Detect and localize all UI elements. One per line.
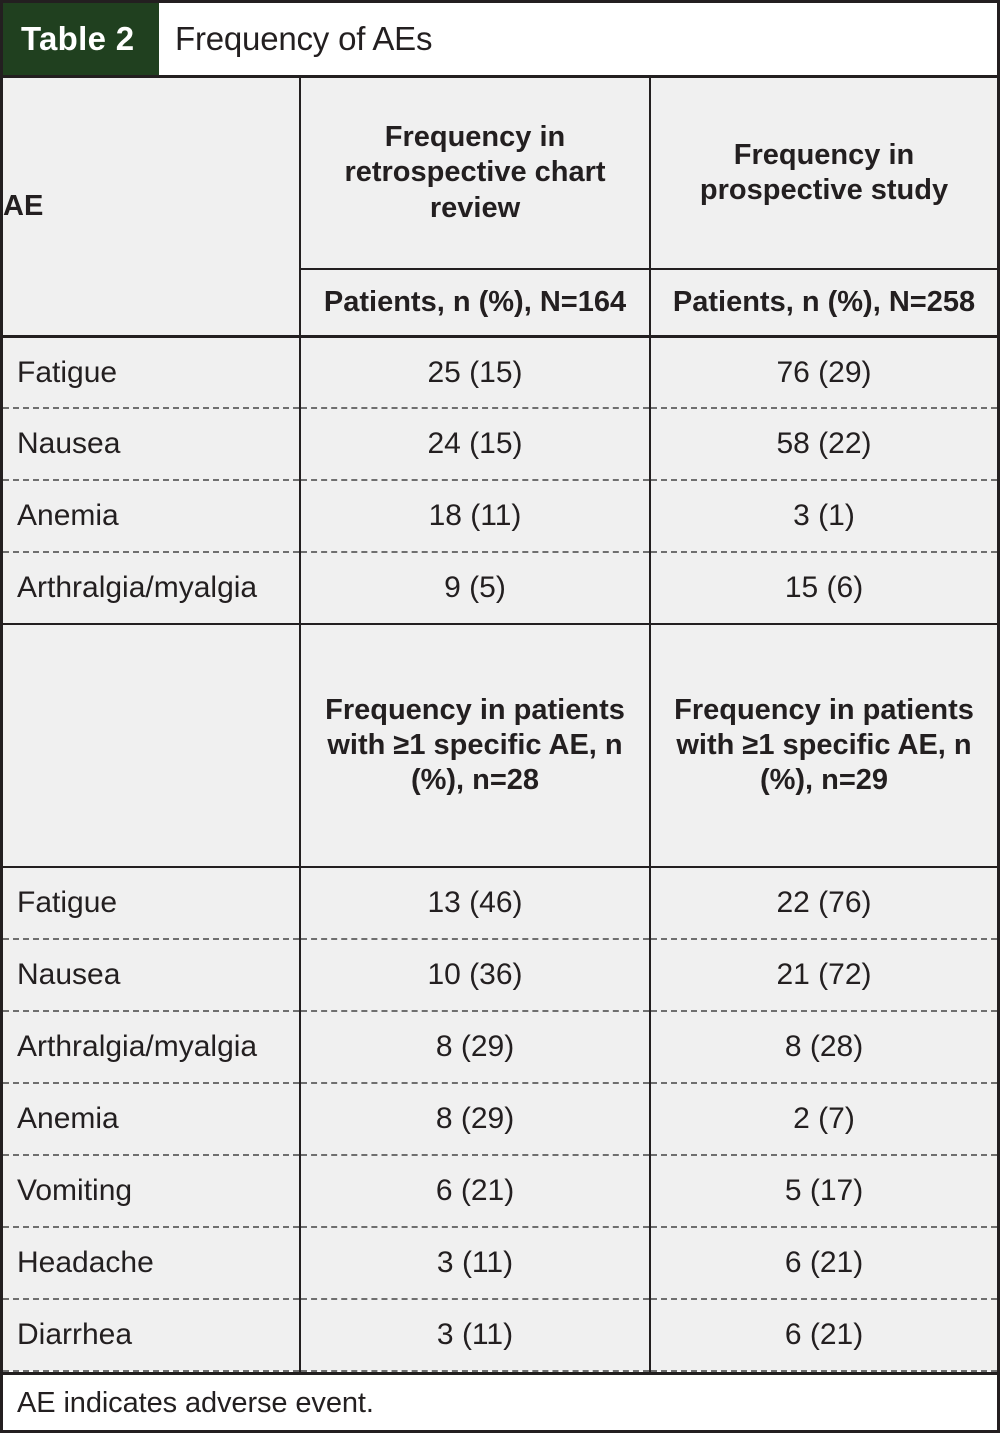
row-label: Fatigue [3, 867, 300, 939]
header-sub-prospective: Patients, n (%), N=258 [650, 269, 997, 336]
header-stub-ae: AE [3, 78, 300, 336]
row-value-prospective: 2 (7) [650, 1083, 997, 1155]
row-value-prospective: 15 (6) [650, 552, 997, 624]
header-group-prospective: Frequency in prospective study [650, 78, 997, 269]
row-value-retrospective: 3 (11) [300, 1299, 650, 1371]
row-value-retrospective: 25 (15) [300, 336, 650, 408]
section-blank-stub [3, 624, 300, 867]
row-label: Headache [3, 1227, 300, 1299]
table-row [3, 1299, 997, 1371]
row-label: Diarrhea [3, 1299, 300, 1371]
row-value-retrospective: 24 (15) [300, 408, 650, 480]
row-value-prospective: 76 (29) [650, 336, 997, 408]
row-label: Anemia [3, 480, 300, 552]
row-value-prospective: 6 (21) [650, 1227, 997, 1299]
row-label: Vomiting [3, 1155, 300, 1227]
table-row [3, 1011, 997, 1083]
row-label: Fatigue [3, 336, 300, 408]
table-row [3, 1155, 997, 1227]
row-value-retrospective: 8 (29) [300, 1011, 650, 1083]
table-header-group-row [3, 78, 997, 269]
section-header-retrospective: Frequency in patients with ≥1 specific AE, n (%), n=28 [300, 624, 650, 867]
header-sub-retrospective: Patients, n (%), N=164 [300, 269, 650, 336]
row-value-retrospective: 9 (5) [300, 552, 650, 624]
table-row [3, 336, 997, 408]
table-row [3, 552, 997, 624]
row-value-retrospective: 6 (21) [300, 1155, 650, 1227]
row-value-prospective: 58 (22) [650, 408, 997, 480]
table-row [3, 1083, 997, 1155]
row-value-prospective: 6 (21) [650, 1299, 997, 1371]
row-value-retrospective: 18 (11) [300, 480, 650, 552]
table-row [3, 867, 997, 939]
table-row [3, 408, 997, 480]
table-row [3, 480, 997, 552]
table-section-header-row [3, 624, 997, 867]
row-value-retrospective: 3 (11) [300, 1227, 650, 1299]
row-label: Nausea [3, 408, 300, 480]
row-value-retrospective: 8 (29) [300, 1083, 650, 1155]
table-title: Frequency of AEs [175, 20, 433, 57]
row-value-prospective: 22 (76) [650, 867, 997, 939]
table-row [3, 939, 997, 1011]
row-value-retrospective: 10 (36) [300, 939, 650, 1011]
table-number-tag: Table 2 [3, 3, 159, 75]
row-value-retrospective: 13 (46) [300, 867, 650, 939]
row-label: Arthralgia/myalgia [3, 1011, 300, 1083]
row-label: Arthralgia/myalgia [3, 552, 300, 624]
row-value-prospective: 3 (1) [650, 480, 997, 552]
table-row [3, 1227, 997, 1299]
section-header-prospective: Frequency in patients with ≥1 specific AE, n (%), n=29 [650, 624, 997, 867]
header-group-retrospective: Frequency in retrospective chart review [300, 78, 650, 269]
ae-frequency-table [3, 78, 997, 1372]
table-title-bar [3, 3, 997, 78]
row-value-prospective: 21 (72) [650, 939, 997, 1011]
row-label: Anemia [3, 1083, 300, 1155]
row-value-prospective: 8 (28) [650, 1011, 997, 1083]
row-label: Nausea [3, 939, 300, 1011]
row-value-prospective: 5 (17) [650, 1155, 997, 1227]
table-footnote: AE indicates adverse event. [3, 1372, 997, 1430]
